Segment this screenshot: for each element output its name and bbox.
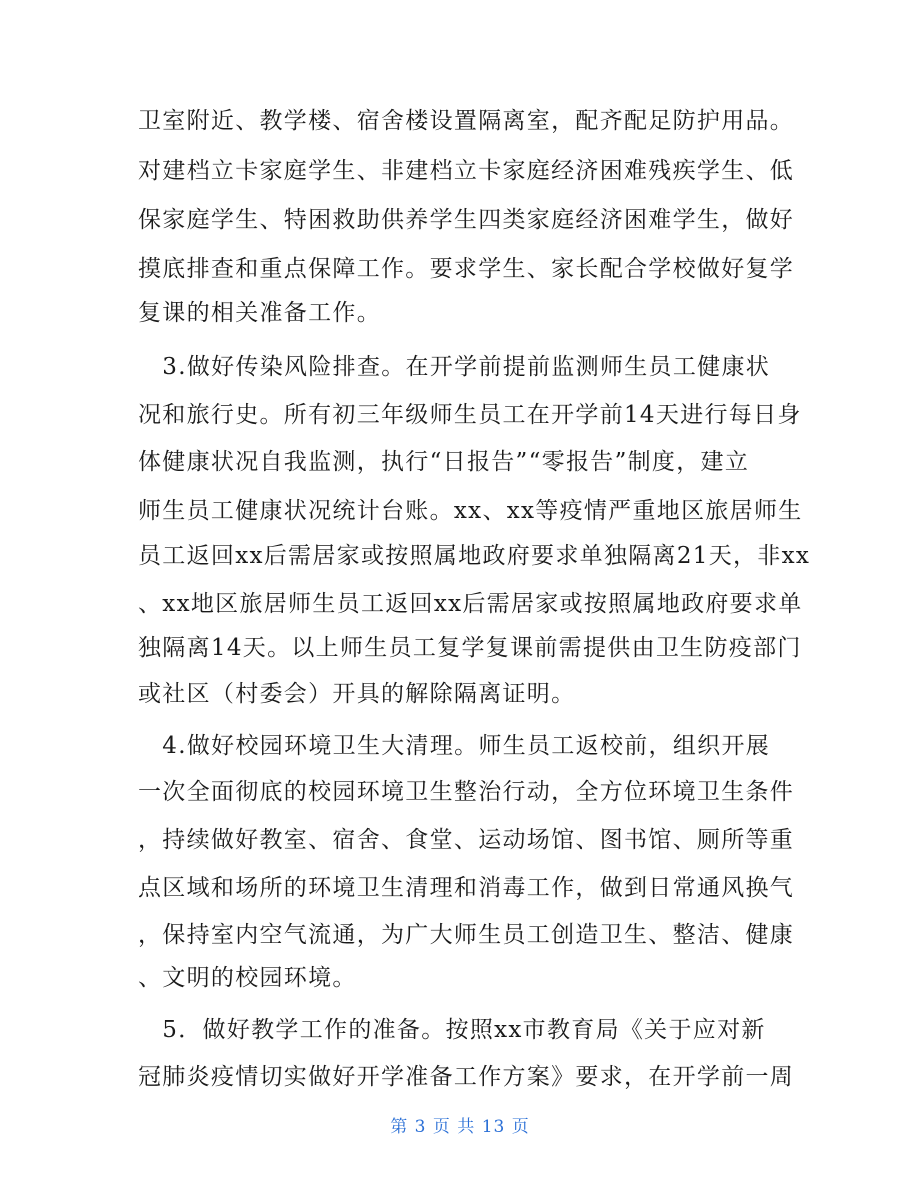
text-line: 体健康状况自我监测，执行“日报告”“零报告”制度，建立 [138,449,750,475]
text-line: 况和旅行史。所有初三年级师生员工在开学前14天进行每日身 [138,402,802,428]
text-line: 点区域和场所的环境卫生清理和消毒工作，做到日常通风换气 [138,875,795,901]
text-line: 对建档立卡家庭学生、非建档立卡家庭经济困难残疾学生、低 [138,158,795,184]
text-line: 摸底排查和重点保障工作。要求学生、家长配合学校做好复学 [138,256,795,282]
text-line: 、文明的校园环境。 [138,965,357,991]
text-line: 员工返回xx后需居家或按照属地政府要求单独隔离21天，非xx [138,543,811,569]
text-line: ，持续做好教室、宿舍、食堂、运动场馆、图书馆、厕所等重 [138,827,795,853]
text-line: 3.做好传染风险排查。在开学前提前监测师生员工健康状 [138,354,771,380]
text-line: 或社区（村委会）开具的解除隔离证明。 [138,681,576,707]
text-line: 复课的相关准备工作。 [138,300,381,326]
text-line: 、xx地区旅居师生员工返回xx后需居家或按照属地政府要求单 [138,591,803,617]
page-number-footer: 第 3 页 共 13 页 [390,1117,530,1137]
text-line: 师生员工健康状况统计台账。xx、xx等疫情严重地区旅居师生 [138,498,803,524]
text-line: 卫室附近、教学楼、宿舍楼设置隔离室，配齐配足防护用品。 [138,108,795,134]
text-line: 4.做好校园环境卫生大清理。师生员工返校前，组织开展 [138,733,771,759]
text-line: 独隔离14天。以上师生员工复学复课前需提供由卫生防疫部门 [138,635,802,661]
text-line: 保家庭学生、特困救助供养学生四类家庭经济困难学生，做好 [138,207,795,233]
text-line: 5．做好教学工作的准备。按照xx市教育局《关于应对新 [138,1017,766,1043]
text-line: 冠肺炎疫情切实做好开学准备工作方案》要求，在开学前一周 [138,1064,795,1090]
text-line: 一次全面彻底的校园环境卫生整治行动，全方位环境卫生条件 [138,779,795,805]
text-line: ，保持室内空气流通，为广大师生员工创造卫生、整洁、健康 [138,922,795,948]
